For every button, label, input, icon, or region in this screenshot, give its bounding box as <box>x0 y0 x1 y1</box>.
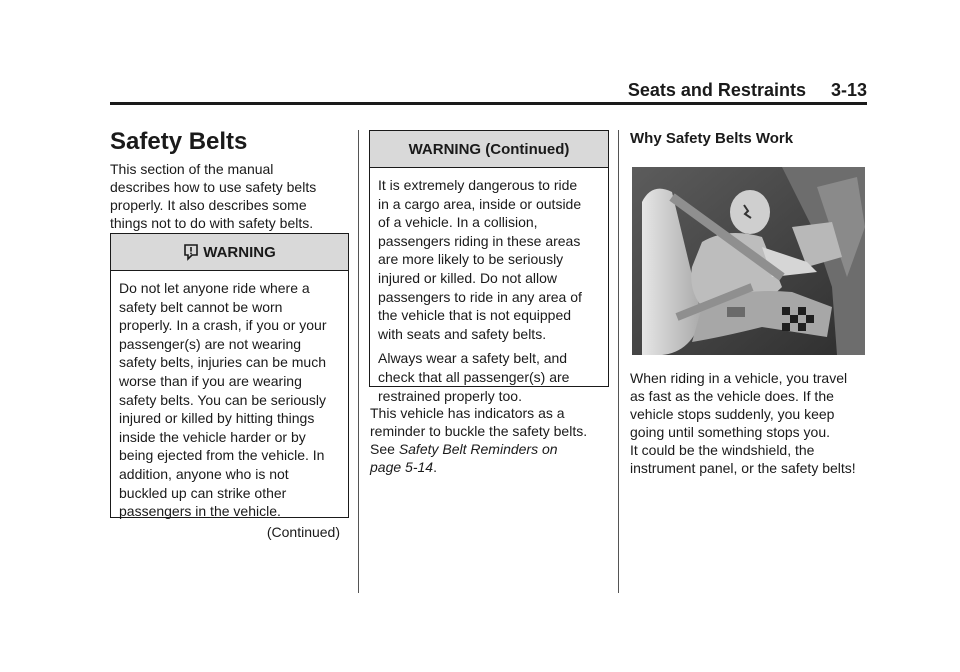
warning-body <box>111 271 348 547</box>
warning-line: with seats and safety belts. <box>378 325 547 342</box>
why-paragraph <box>630 369 875 477</box>
continued-label: (Continued) <box>266 523 340 540</box>
indicators-reference-line <box>370 440 615 458</box>
warning-line: injured or killed. Do not allow <box>378 269 557 286</box>
warning-line: safety belts, injuries can be much <box>119 354 326 371</box>
warning-icon <box>183 243 199 261</box>
why-line: vehicle stops suddenly, you keep <box>630 406 835 422</box>
why-line: When riding in a vehicle, you travel <box>630 370 848 386</box>
warning-line: Always wear a safety belt, and <box>378 350 568 367</box>
warning-line: safety belts. You can be seriously <box>119 391 327 408</box>
warning-line: injured or killed by hitting things <box>119 410 315 427</box>
intro-paragraph <box>110 160 350 232</box>
warning-line: check that all passenger(s) are <box>378 368 570 385</box>
warning-line: are more likely to be seriously <box>378 251 564 268</box>
warning-header <box>111 234 348 271</box>
why-line: as fast as the vehicle does. If the <box>630 388 834 404</box>
why-title: Why Safety Belts Work <box>630 130 794 147</box>
warning-heading: WARNING <box>203 243 276 261</box>
warning-line: the vehicle that is not equipped <box>378 307 572 324</box>
why-line: instrument panel, or the safety belts! <box>630 460 856 476</box>
crash-test-illustration <box>632 167 865 355</box>
warning-line: in a cargo area, inside or outside <box>378 195 582 212</box>
warning-line: inside the vehicle harder or by <box>119 428 306 445</box>
header-rule <box>110 102 867 105</box>
header-title: Seats and Restraints 3-13 <box>627 80 867 100</box>
warning-continued-body <box>370 168 608 417</box>
reference-link[interactable]: Safety Belt Reminders on <box>398 441 558 457</box>
warning-line: restrained properly too. <box>378 387 522 404</box>
warning-line: passengers to ride in any area of <box>378 288 582 305</box>
intro-line: things not to do with safety belts. <box>110 215 314 231</box>
indicators-reference-line-2 <box>370 458 615 476</box>
intro-line: properly. It also describes some <box>110 197 307 213</box>
reference-page-link[interactable]: page 5-14 <box>370 459 434 475</box>
warning-line: addition, anyone who is not <box>119 465 289 482</box>
warning-line: safety belt cannot be worn <box>119 298 283 315</box>
warning-continued-heading: WARNING (Continued) <box>408 140 570 158</box>
warning-line: of a vehicle. In a collision, <box>378 214 538 231</box>
warning-continued-box <box>369 130 609 404</box>
intro-line: This section of the manual <box>110 161 274 177</box>
intro-line: describes how to use safety belts <box>110 179 317 195</box>
warning-line: passengers riding in these areas <box>378 232 581 249</box>
warning-line: properly. In a crash, if you or your <box>119 317 327 334</box>
why-line: It could be the windshield, the <box>630 442 815 458</box>
see-label: See <box>370 441 399 457</box>
column-divider-1 <box>358 130 359 593</box>
page-header <box>110 78 867 104</box>
warning-line: Do not let anyone ride where a <box>119 280 310 296</box>
warning-line: passenger(s) are not wearing <box>119 335 302 352</box>
warning-box <box>110 233 349 540</box>
indicators-line: This vehicle has indicators as a <box>370 405 565 421</box>
warning-continued-header <box>370 131 608 168</box>
indicators-line: reminder to buckle the safety belts. <box>370 423 588 439</box>
warning-line: passengers in the vehicle. <box>119 503 281 520</box>
warning-line: worse than if you are wearing <box>119 372 302 389</box>
warning-line: being ejected from the vehicle. In <box>119 447 325 464</box>
indicators-paragraph <box>370 404 615 476</box>
period: . <box>433 459 437 475</box>
warning-line: buckled up can strike other <box>119 484 287 501</box>
warning-line: It is extremely dangerous to ride <box>378 177 578 193</box>
section-title: Safety Belts <box>110 128 248 155</box>
warning-continued-para-2 <box>378 349 600 405</box>
warning-continued-para-1 <box>378 176 600 343</box>
column-divider-2 <box>618 130 619 593</box>
why-line: going until something stops you. <box>630 424 831 440</box>
